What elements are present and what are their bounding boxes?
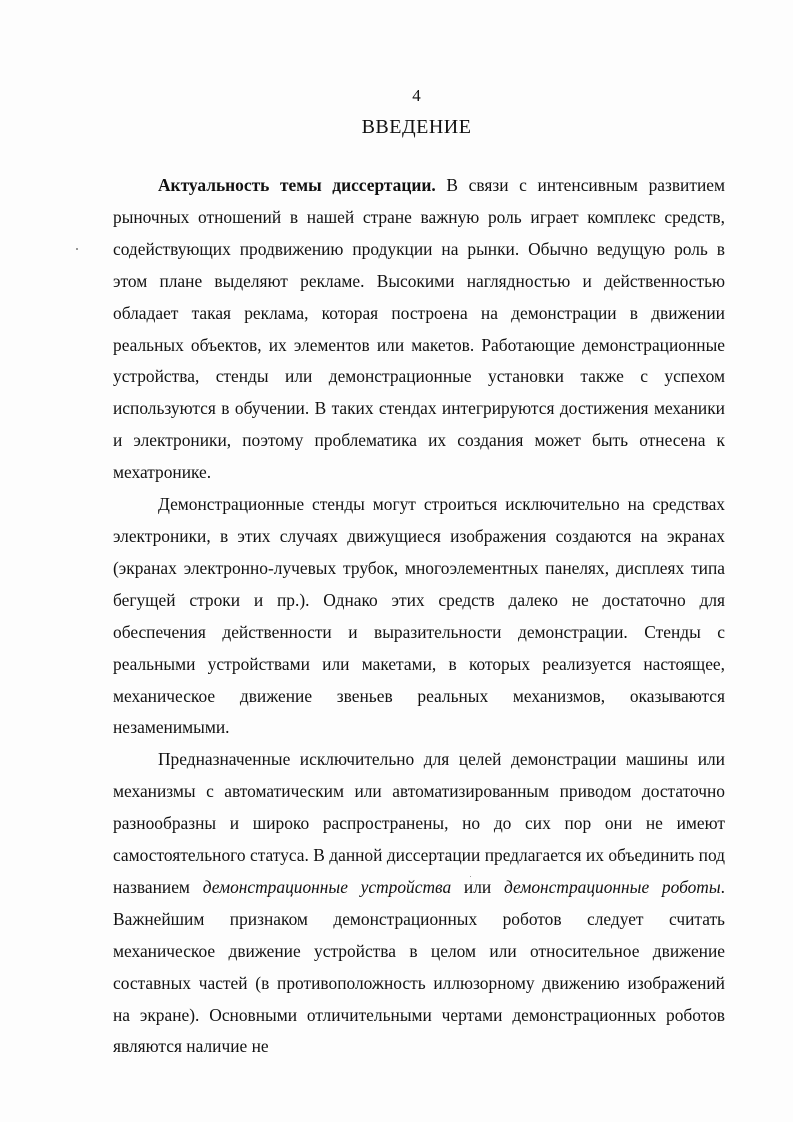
italic-term: демонстрационные роботы (503, 876, 721, 897)
paragraph-demo-robots (113, 744, 725, 1063)
paragraph-relevance (113, 170, 725, 489)
page-number: 4 (412, 86, 421, 105)
paragraph-text: или (451, 876, 504, 897)
paragraph-electronics: Демонстрационные стенды могут строиться исключительно на средствах электроники, в этих случаях движущиеся изображения создаются на экранах (экранах электронно-лучевых трубок, многоэлементных панелях, дисплеях типа бегущей строки и пр.). Однако этих средств далеко не достаточно для обеспечения действенности и выразительности демонстрации. Стенды с реальными устройствами или макетами, в которых реализуется настоящее, механическое движение звеньев реальных механизмов, оказываются незаменимыми. (113, 494, 725, 738)
paragraph-text: . Важнейшим признаком демонстрационных роботов следует считать механическое движение устройства в целом или относительное движение составных частей (в противоположность иллюзорному движению изображений на экране). Основными отличительными чертами демонстрационных роботов являются наличие не (113, 876, 725, 1057)
paragraph-lead-heading: Актуальность темы диссертации. (158, 175, 436, 195)
section-title: ВВЕДЕНИЕ (361, 116, 472, 138)
scan-speck (76, 248, 78, 250)
paragraph-text: Предназначенные исключительно для целей демонстрации машины или механизмы с автоматическим или автоматизированным приводом достаточно разнообразны и широко распространены, но до сих пор они не имеют самостоятельного статуса. В данной диссертации предлагается их объединить под названием (113, 749, 725, 897)
scan-speck (470, 876, 471, 877)
document-body (113, 170, 725, 1063)
paragraph-text: В связи с интенсивным развитием рыночных отношений в нашей стране важную роль играет комплекс средств, содействующих продвижению продукции на рынки. Обычно ведущую роль в этом плане выделяют рекламе. Высокими наглядностью и действенностью обладает такая реклама, которая построена на демонстрации в движении реальных объектов, их элементов или макетов. Работающие демонстрационные устройства, стенды или демонстрационные установки также с успехом используются в обучении. В таких стендах интегрируются достижения механики и электроники, поэтому проблематика их создания может быть отнесена к мехатронике. (113, 175, 725, 483)
italic-term: демонстрационные устройства (202, 876, 452, 897)
